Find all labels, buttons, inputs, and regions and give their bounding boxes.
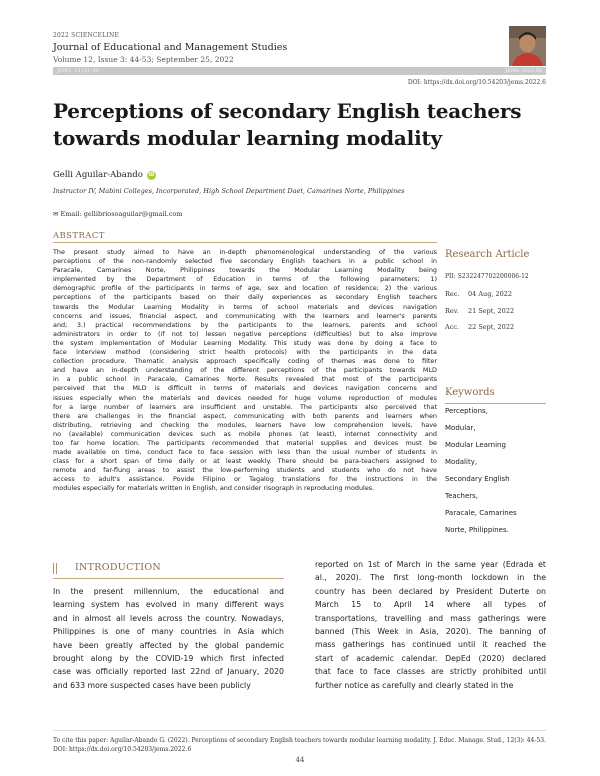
keyword-line: Modality, <box>445 458 478 466</box>
author-name: Gelli Aguilar-Abando <box>53 170 143 180</box>
header-bar <box>53 67 546 75</box>
bar-left-label: JEMS, 12 (3): 44 <box>57 68 99 74</box>
introduction-divider <box>53 578 284 579</box>
abstract-line: in a public school in Paracale, Camarines Norte. Results revealed that most of the participants <box>53 375 437 384</box>
abstract-line: access to adult's assistance. Povide Filipino or Tagalog translations for the instructions in the <box>53 475 437 484</box>
research-article-heading: Research Article <box>445 249 530 260</box>
abstract-line: too far home location. The participants recommended that material supplies and devices must be <box>53 438 437 447</box>
body-line: and 633 more suspected cases have been publicly <box>53 680 251 690</box>
keyword-line: Perceptions, <box>445 407 488 415</box>
abstract-line: for a large number of learners are insufficient and unstable. The participants also perceived that <box>53 402 437 411</box>
keywords-divider <box>445 403 546 404</box>
abstract-divider <box>53 242 437 243</box>
pii-code: PII: S232247702200006-12 <box>445 273 529 280</box>
footer-divider <box>53 730 546 731</box>
abstract-line: administrators in order to (if not to) lessen negative perceptions (difficulties) but to also improve <box>53 329 437 338</box>
keyword-line: Teachers, <box>445 492 479 500</box>
abstract-line: made available on time, conduct face to face session with less than the usual number of students in <box>53 448 437 457</box>
keywords-heading: Keywords <box>445 387 495 398</box>
abstract-line: distributing, retrieving and checking the modules, learners have low comprehension levels, have <box>53 420 437 429</box>
introduction-heading: INTRODUCTION <box>75 562 162 573</box>
date-value: 04 Aug, 2022 <box>468 290 513 298</box>
abstract-line: perceptions of the non-randomly selected five secondary English teachers in a public school in <box>53 257 437 266</box>
keyword-line: Paracale, Camarines <box>445 509 517 517</box>
abstract-line: remote and far-flung areas to assist the low-performing students and students who do not have <box>53 466 437 475</box>
abstract-line: and have an in-depth understanding of the different perceptions of the participants towards MLD <box>53 366 437 375</box>
date-value: 21 Sept, 2022 <box>468 307 515 315</box>
body-line: and in almost all levels across the country. Nowadays, <box>53 613 284 623</box>
page-number: 44 <box>295 756 305 764</box>
body-line: case was officially reported last 22nd of January, 2020 <box>53 667 284 677</box>
abstract-line: perceptions of the participants based on their daily experiences as secondary English teachers <box>53 293 437 302</box>
abstract-line: class for a short span of time daily or at least weekly. There should be para-teachers assigned to <box>53 457 437 466</box>
abstract-line: Paracale, Camarines Norte, Philippines towards the Modular Learning Modality being <box>53 266 437 275</box>
body-line: brought along by the COVID-19 which first infected <box>53 654 284 664</box>
abstract-line: modules especially for materials written in English, and consider risograph in reproducing modules. <box>53 484 375 493</box>
abstract-line: and; 3.) practical recommendations by the participants to the learners, parents and school <box>53 320 437 329</box>
abstract-text <box>53 248 437 494</box>
body-line: country has been declared by President Duterte on <box>315 586 546 596</box>
body-line: In the present millennium, the educational and <box>53 587 284 596</box>
keyword-line: Modular Learning <box>445 441 506 449</box>
date-value: 22 Sept, 2022 <box>468 323 515 331</box>
abstract-line: there are challenges in the financial aspect, communicating with both parents and learners when <box>53 411 437 420</box>
body-line: mass gatherings has continued until it reached the <box>315 640 546 650</box>
body-line: further notice as carefully and clearly stated in the <box>315 680 514 690</box>
body-line: have been greatly affected by the global pandemic <box>53 640 284 650</box>
orcid-icon[interactable]: iD <box>148 172 155 178</box>
body-line: Philippines is one of many countries in Asia which <box>53 627 284 637</box>
article-title: Perceptions of secondary English teachers towards modular learning modality <box>53 99 522 150</box>
section-marker-icon <box>53 563 57 574</box>
keyword-line: Norte, Philippines. <box>445 526 509 534</box>
author-line <box>53 170 156 180</box>
publisher-year: 2022 SCIENCELINE <box>53 32 120 39</box>
body-line: start of academic calendar. DepEd (2020) declared <box>315 653 546 663</box>
author-photo <box>509 26 546 66</box>
keyword-line: Secondary English <box>445 475 510 483</box>
abstract-line: the system implementation of Modular Learning Modality. This study was done by doing a face to <box>53 338 437 347</box>
abstract-line: face interview method (considering strict health protocols) with the participants in the data <box>53 348 437 357</box>
body-line: March 15 to April 14 where all types of <box>315 600 546 610</box>
abstract-line: demographic profile of the participants in terms of age, sex and location of residence; 2) the various <box>53 284 437 293</box>
date-revised <box>445 307 514 315</box>
date-label: Rec. <box>445 290 460 298</box>
abstract-line: issues especially when the materials and devices needed for huge volume reproduction of modules <box>53 393 437 402</box>
abstract-line: towards the Modular Learning Modality in terms of school materials and devices navigation <box>53 302 437 311</box>
volume-info: Volume 12, Issue 3: 44-53; September 25, 2022 <box>53 55 234 64</box>
keyword-line: Modular, <box>445 424 476 432</box>
introduction-column-1 <box>53 585 284 692</box>
body-line: that face to face classes are strictly prohibited until <box>315 667 546 677</box>
bar-right-label: JEMS-2022-06 <box>505 68 542 74</box>
affiliation: Instructor IV, Mabini Colleges, Incorporated, High School Department Daet, Camarines Norte, Philippines <box>53 187 405 195</box>
body-line: reported on 1st of March in the same year (Edrada et <box>315 560 546 569</box>
abstract-line: implemented by the Department of Education in terms of the following parameters; 1) <box>53 275 437 284</box>
abstract-heading: ABSTRACT <box>53 231 105 241</box>
date-label: Acc. <box>445 323 460 331</box>
abstract-line: no (available) communication devices such as mobile phones (at least), internet connectivity and <box>53 429 437 438</box>
author-email[interactable]: ✉ Email: gellibriosoaguilar@gmail.com <box>53 210 183 218</box>
introduction-column-2 <box>315 558 546 692</box>
date-accepted <box>445 323 514 331</box>
abstract-line: perceived that the MLD is difficult in terms of materials and devices navigation concerns and <box>53 384 437 393</box>
date-received <box>445 290 512 298</box>
abstract-line: concerns and issues, financial aspect, and communicating with the learners and learner's parents <box>53 311 437 320</box>
body-line: banned (This Week in Asia, 2020). The banning of <box>315 627 546 637</box>
doi-link[interactable]: DOI: https://dx.doi.org/10.54203/jems.2022.6 <box>407 79 546 86</box>
journal-name[interactable]: Journal of Educational and Management Studies <box>53 42 288 53</box>
citation-note: To cite this paper: Aguilar-Abando G. (2022). Perceptions of secondary English teachers towards modular learning modality. J. Educ. Manage. Stud., 12(3): 44-53. DOI: https://dx.doi.org/10.54203/jems.2022.6 <box>53 737 546 753</box>
body-line: learning system has evolved in many different ways <box>53 600 284 610</box>
abstract-line: The present study aimed to have an in-depth phenomenological understanding of the various <box>53 248 437 256</box>
date-label: Rev. <box>445 307 459 315</box>
body-line: transportations, travelling and mass gatherings were <box>315 613 546 623</box>
body-line: al., 2020). The first long-month lockdown in the <box>315 573 546 583</box>
abstract-line: collection procedure. Thematic analysis approach specifically coding of themes was done to filter <box>53 357 437 366</box>
